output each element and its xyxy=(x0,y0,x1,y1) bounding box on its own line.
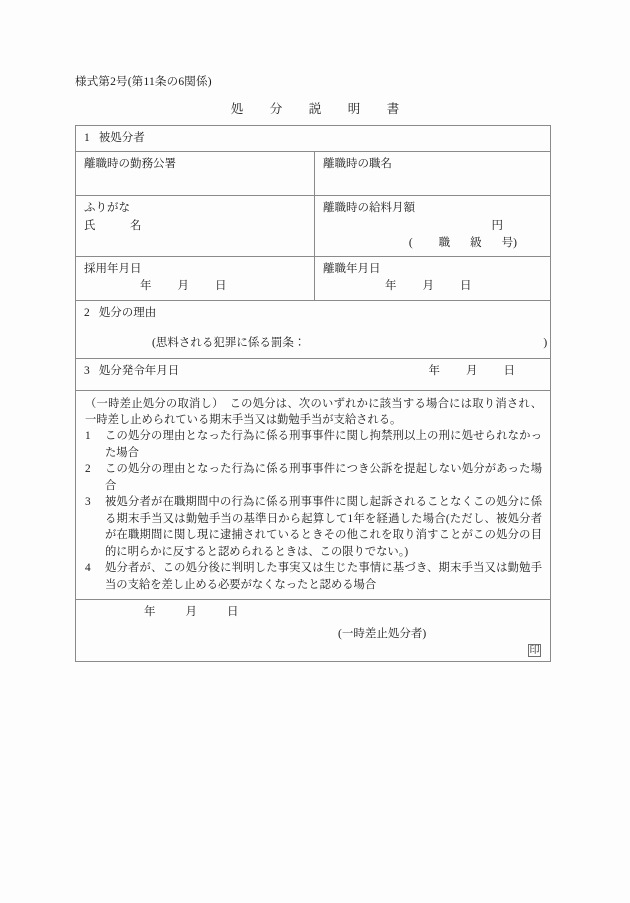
section3-number: 3 xyxy=(84,364,90,377)
note-item-text: 処分者が、この処分後に判明した事実又は生じた事情に基づき、期末手当又は勤勉手当の支給を差し止める必要がなくなったと認める場合 xyxy=(105,562,542,591)
note-item-text: この処分の理由となった行為に係る刑事事件に関し拘禁刑以上の刑に処せられなかった場合 xyxy=(105,430,542,459)
note-item-number: 1 xyxy=(85,430,91,443)
salary-rank-job: 職 xyxy=(438,236,451,249)
section3-heading xyxy=(84,363,179,380)
table-row-dates xyxy=(76,257,551,301)
note-item-number: 3 xyxy=(85,496,91,509)
issue-date-ymd xyxy=(429,363,544,380)
signer-label: (一時差止処分者) xyxy=(338,627,427,640)
cell-leave-date xyxy=(315,257,551,301)
leave-date-ymd xyxy=(323,278,543,295)
table-row-signature xyxy=(76,600,551,662)
salary-rank-class: 級 xyxy=(470,236,482,249)
salary-unit: 円 xyxy=(491,219,503,232)
note-item-number: 2 xyxy=(85,463,91,476)
note-item-text: この処分の理由となった行為に係る刑事事件につき公訴を提起しない処分があった場合 xyxy=(105,463,542,492)
leave-day: 日 xyxy=(460,280,472,293)
penal-article-note xyxy=(84,335,548,352)
issue-day: 日 xyxy=(503,364,515,377)
name-label: 氏 名 xyxy=(84,219,142,232)
form-number: 様式第2号(第11条の6関係) xyxy=(75,76,212,88)
cell-notes xyxy=(76,390,551,600)
issue-month: 月 xyxy=(466,364,478,377)
section1-number: 1 xyxy=(84,132,90,144)
note-item xyxy=(85,560,542,593)
note-item-text: 被処分者が在職期間中の行為に係る刑事事件に関し起訴されることなくこの処分に係る期末手当又は勤勉手当の基準日から起算して1年を経過した場合(ただし、被処分者が在職期間に関し現に逮捕されているときその他これを取り消すことがこの処分の目的に明らかに反すると認められるときは、この限りでない。) xyxy=(105,496,542,558)
salary-rank-no: 号) xyxy=(501,236,517,249)
table-row-name xyxy=(76,196,551,257)
hire-year: 年 xyxy=(140,280,152,293)
section3-label: 処分発令年月日 xyxy=(98,364,180,377)
penal-note-close: ) xyxy=(543,336,548,349)
section1-label: 被処分者 xyxy=(98,132,145,144)
hire-date-ymd xyxy=(84,278,307,295)
note-item xyxy=(85,428,542,461)
leave-year: 年 xyxy=(385,280,397,293)
note-item-number: 4 xyxy=(85,562,91,575)
note-item xyxy=(85,461,542,494)
cell-salary xyxy=(315,196,551,257)
salary-paren-open: ( xyxy=(408,236,413,249)
hire-day: 日 xyxy=(215,280,227,293)
signature-date-ymd xyxy=(84,604,542,621)
office-label: 離職時の勤務公署 xyxy=(84,158,176,171)
table-row-notes xyxy=(76,390,551,600)
cell-name xyxy=(76,196,315,257)
seal-row xyxy=(84,644,542,657)
cell-issue-date xyxy=(76,358,551,390)
section2-heading xyxy=(84,307,156,319)
table-row-reason xyxy=(76,300,551,358)
leave-date-label: 離職年月日 xyxy=(323,263,381,275)
table-row-office xyxy=(76,152,551,196)
penal-note-text: (思料される犯罪に係る罰条： xyxy=(152,336,306,349)
issue-year: 年 xyxy=(428,364,440,377)
disposition-form-table xyxy=(75,125,551,662)
signature-day: 日 xyxy=(227,606,239,619)
cell-jobtitle xyxy=(315,152,551,196)
note-item xyxy=(85,494,542,560)
cell-signature xyxy=(76,600,551,662)
page-title: 処 分 説 明 書 xyxy=(230,102,407,116)
jobtitle-label: 離職時の職名 xyxy=(323,158,392,171)
cell-office xyxy=(76,152,315,196)
hire-date-label: 採用年月日 xyxy=(84,263,142,275)
salary-rank-line xyxy=(323,235,543,252)
leave-month: 月 xyxy=(422,280,434,293)
cell-section1-heading xyxy=(76,126,551,152)
hire-month: 月 xyxy=(177,280,189,293)
salary-label: 離職時の給料月額 xyxy=(323,202,415,215)
seal-icon: 印 xyxy=(529,644,540,656)
cell-reason xyxy=(76,300,551,358)
section2-number: 2 xyxy=(84,306,90,319)
signature-year: 年 xyxy=(144,606,156,619)
notes-lead-paragraph: （一時差止処分の取消し） この処分は、次のいずれかに該当する場合には取り消され、一時差し止められている期末手当又は勤勉手当が支給される。 xyxy=(85,397,542,426)
table-row-section1-heading xyxy=(76,126,551,152)
section2-label: 処分の理由 xyxy=(98,306,157,319)
cell-hire-date xyxy=(76,257,315,301)
table-row-issue-date xyxy=(76,358,551,390)
furigana-label: ふりがな xyxy=(84,202,130,215)
signature-month: 月 xyxy=(185,606,197,619)
section1-heading xyxy=(84,132,145,144)
